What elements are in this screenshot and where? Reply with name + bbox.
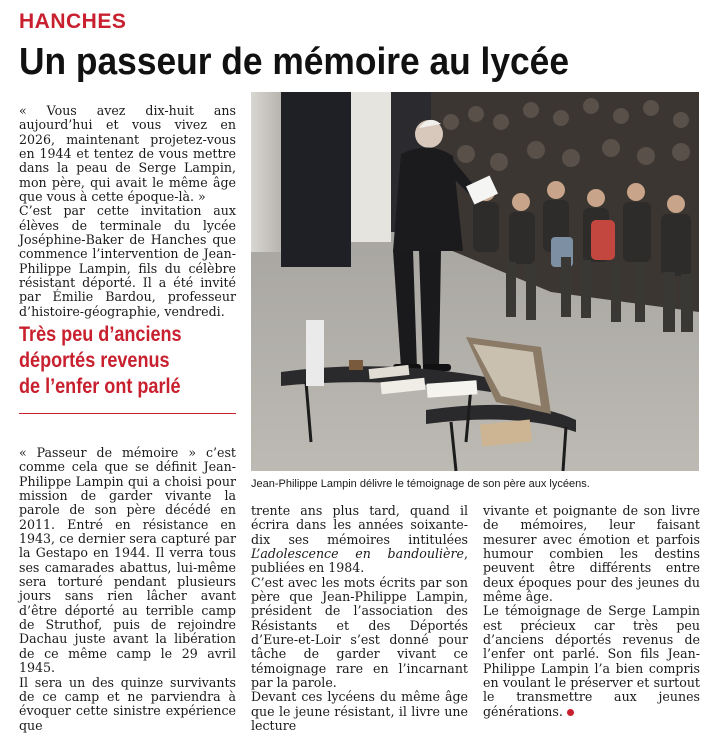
body-paragraph-1: « Passeur de mémoire » c’est comme cela que se définit Jean-Philippe Lampin qui a choisi pour mission de garder vivante la parole de son père décédé en 2011. Entré en résistance en 1943, ce dernier sera capturé par la Gestapo en 1944. Il verra tous ses camarades abattus, lui-même sera torturé pendant plusieurs jours sans rien lâcher avant d’être déporté au terrible camp de Struthof, puis de rejoindre Dachau juste avant la libération de ce même camp le 29 avril 1945.	[19, 445, 236, 676]
body-paragraph-2-start: Il sera un des quinze survivants de ce camp et ne parviendra à évoquer cette sinistre expérience que	[19, 674, 236, 733]
subhead-line-2: déportés revenus	[19, 349, 170, 372]
body-paragraph-5	[483, 604, 700, 719]
intro-paragraph: C’est par cette invitation aux élèves de terminale du lycée Joséphine-Baker de Hanches que commence l’intervention de Jean-Philippe Lampin, fils du célèbre résistant déporté. Il a été invité par Émilie Bardou, professeur d’histoire-géographie, vendredi.	[19, 203, 236, 319]
article-headline: Un passeur de mémoire au lycée	[19, 41, 569, 83]
text-run: , publiées en 1984.	[251, 546, 468, 576]
body-paragraph-4-start: Devant ces lycéens du même âge que le jeune résistant, il livre une lecture	[251, 689, 468, 734]
subhead-divider	[19, 413, 236, 414]
text-run: Le témoignage de Serge Lampin est précieux car très peu d’anciens déportés revenus de l’enfer ont parlé. Son fils Jean-Philippe Lampin l’a bien compris en voulant le préserver et surtout le transmettre aux jeunes générations.	[483, 603, 700, 719]
text-run: trente ans plus tard, quand il écrira dans les années soixante-dix ses mémoires intitulées	[251, 503, 468, 547]
subhead-line-3: de l’enfer ont parlé	[19, 375, 181, 398]
body-column-1	[19, 445, 236, 733]
article-intro	[19, 103, 236, 319]
classroom-photo-illustration	[251, 92, 699, 471]
body-paragraph-4-end: vivante et poignante de son livre de mémoires, leur faisant mesurer avec émotion et parfois humour combien les destins peuvent être différents entre deux époques pour des jeunes du même âge.	[483, 503, 700, 605]
section-rubric: HANCHES	[19, 10, 127, 33]
body-paragraph-2-end	[251, 504, 468, 576]
book-title: L’adolescence en bandoulière	[251, 546, 464, 562]
photo-caption: Jean-Philippe Lampin délivre le témoignage de son père aux lycéens.	[251, 478, 590, 490]
article-photo	[251, 92, 699, 471]
body-paragraph-3: C’est avec les mots écrits par son père que Jean-Philippe Lampin, président de l’association des Résistants et des Déportés d’Eure-et-Loir s’est donné pour tâche de garder vivant ce témoignage rare en l’incarnant par la parole.	[251, 574, 468, 691]
body-column-3	[483, 503, 700, 719]
end-of-article-dot-icon	[567, 709, 574, 716]
body-column-2	[251, 503, 468, 734]
article-subhead	[19, 322, 206, 400]
subhead-line-1: Très peu d’anciens	[19, 323, 182, 346]
intro-quote: « Vous avez dix-huit ans aujourd’hui et vous vivez en 2026, maintenant projetez-vous en 1944 et tentez de vous mettre dans la peau de Serge Lampin, mon père, qui avait le même âge que vous à cette époque-là. »	[19, 103, 236, 205]
